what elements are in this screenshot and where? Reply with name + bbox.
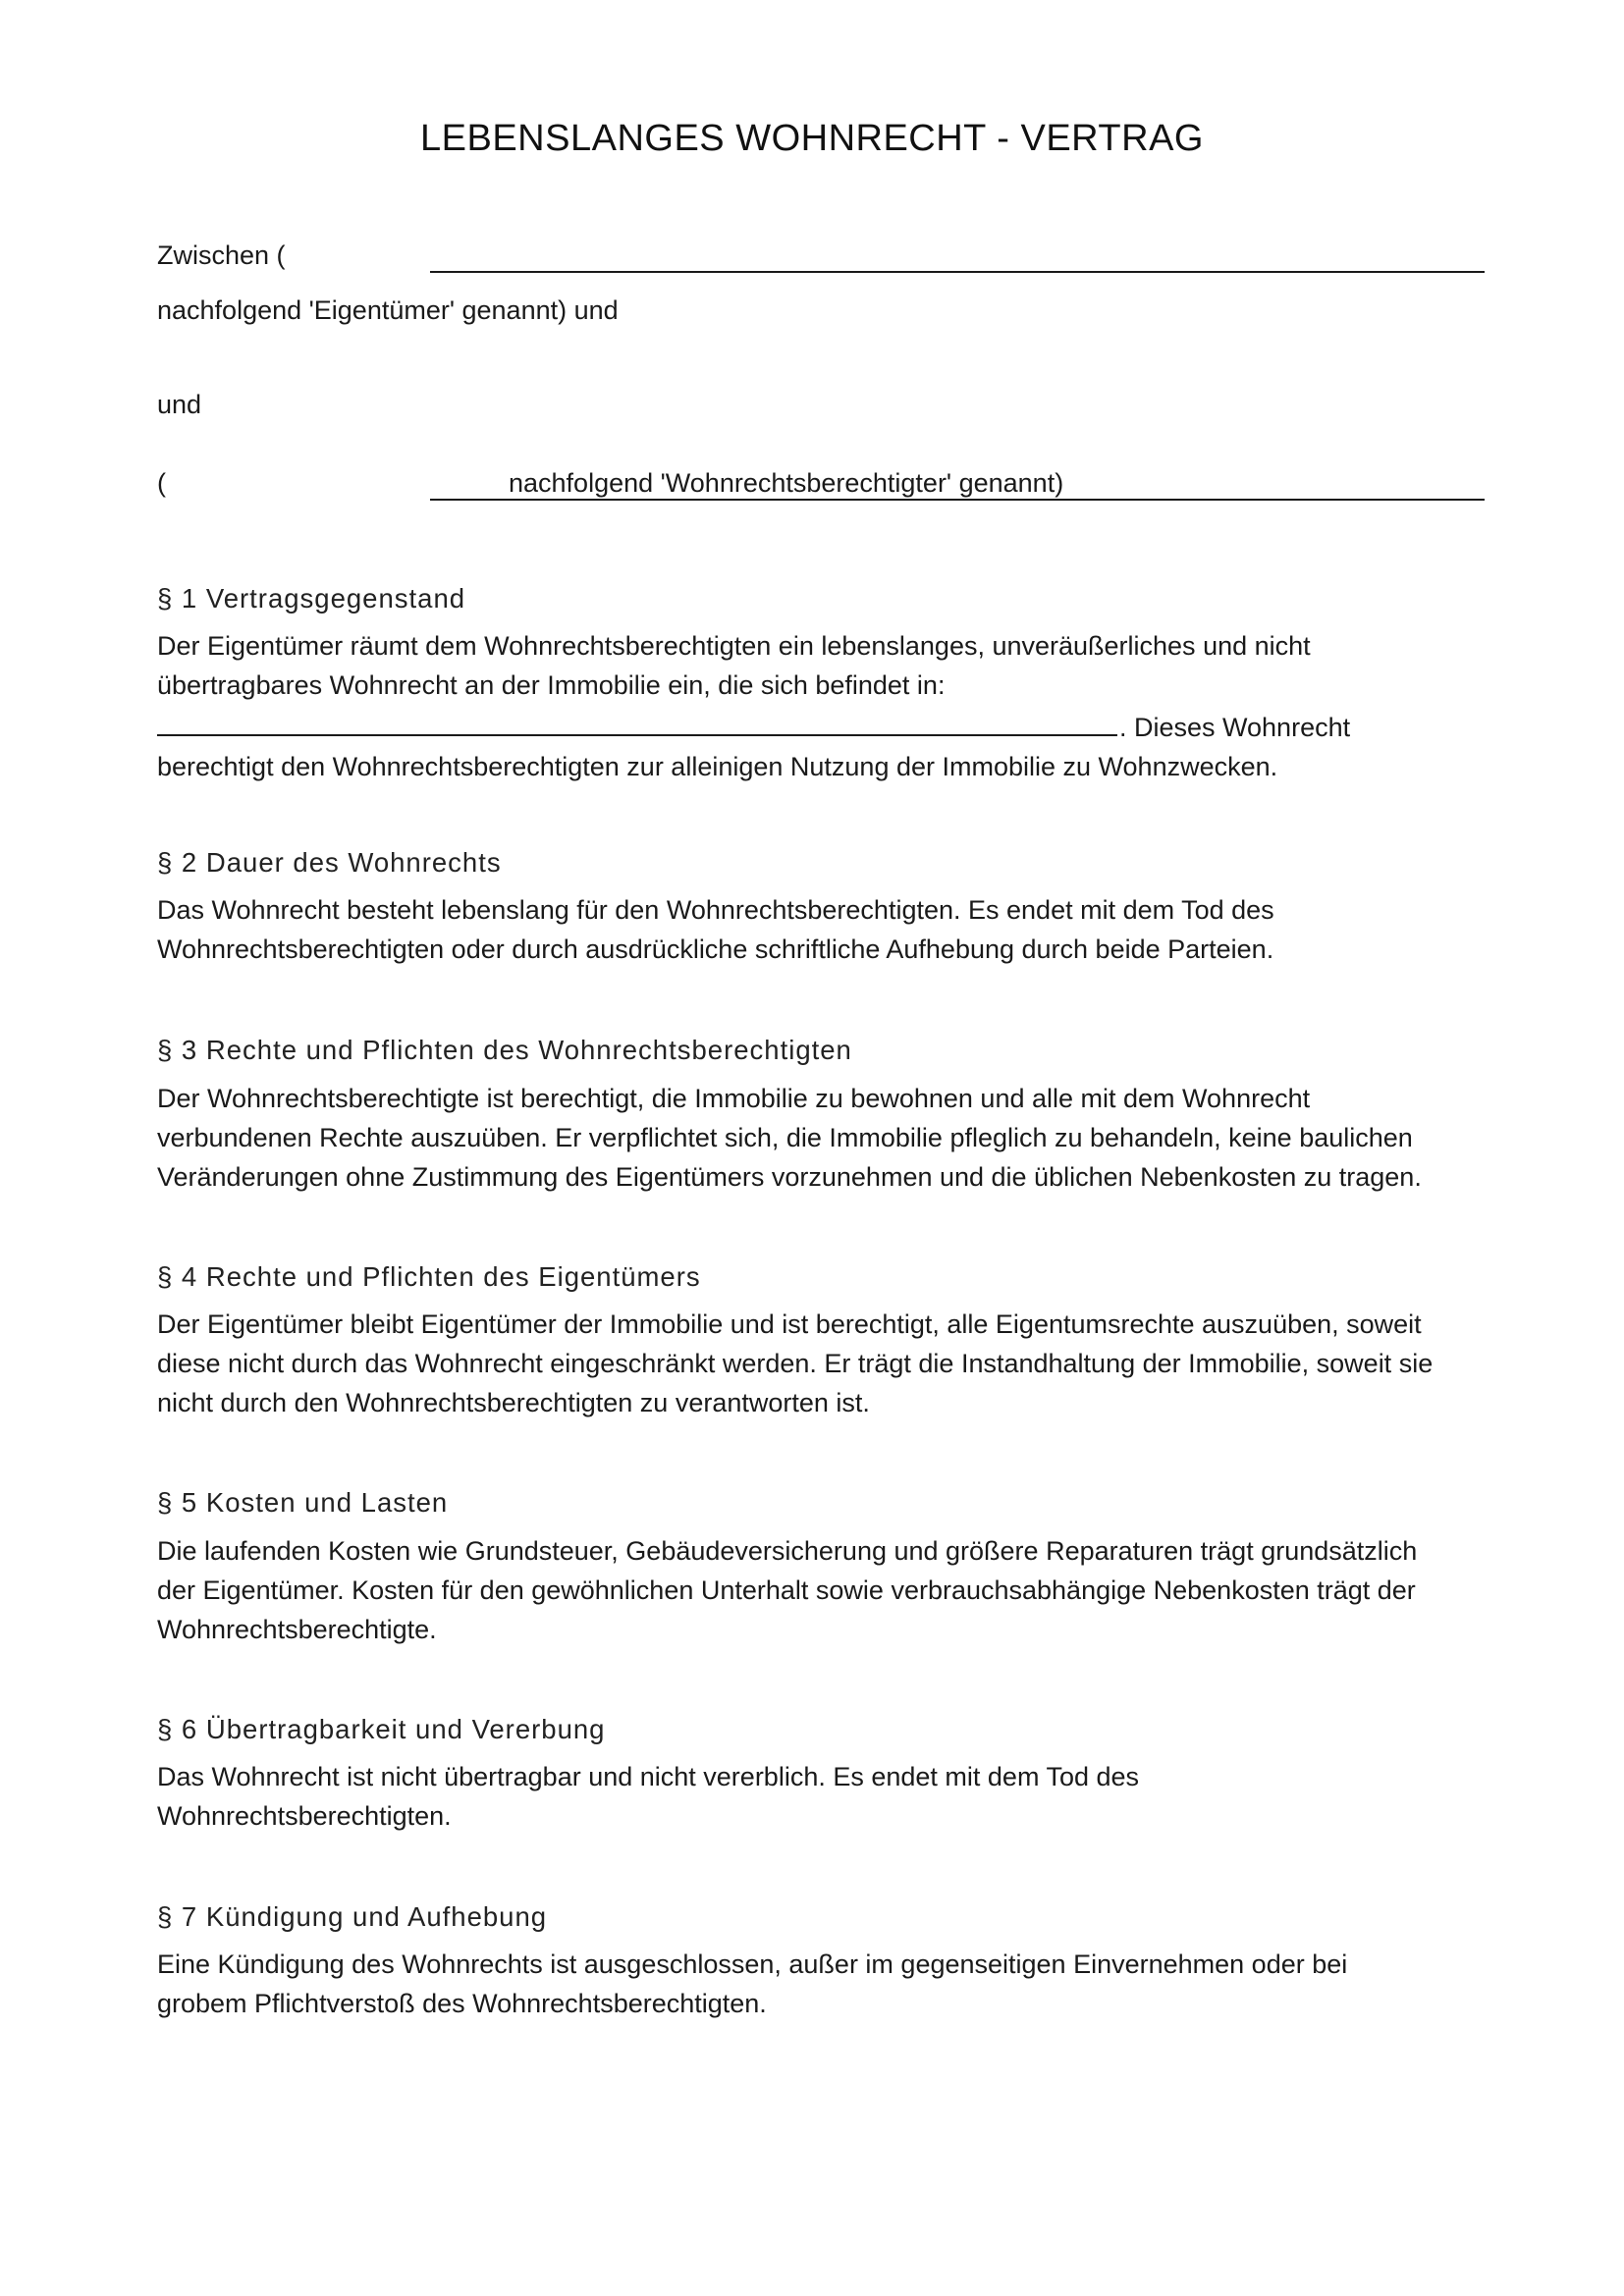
- section-1-body: [157, 626, 1492, 786]
- section-5-line: der Eigentümer. Kosten für den gewöhnlichen Unterhalt sowie verbrauchsabhängige Nebenkosten trägt der: [157, 1575, 1416, 1605]
- section-4-heading: § 4 Rechte und Pflichten des Eigentümers: [157, 1261, 701, 1292]
- section-7-line: grobem Pflichtverstoß des Wohnrechtsberechtigten.: [157, 1989, 767, 2018]
- section-4-line: nicht durch den Wohnrechtsberechtigten zu verantworten ist.: [157, 1388, 870, 1417]
- section-1-line: übertragbares Wohnrecht an der Immobilie ein, die sich befindet in:: [157, 670, 946, 700]
- section-3-line: Veränderungen ohne Zustimmung des Eigentümers vorzunehmen und die üblichen Nebenkosten zu tragen.: [157, 1162, 1422, 1192]
- section-5-body: [157, 1531, 1492, 1649]
- parties-open-paren: (: [157, 468, 166, 498]
- section-5-heading: § 5 Kosten und Lasten: [157, 1487, 449, 1518]
- section-7-heading: § 7 Kündigung und Aufhebung: [157, 1901, 548, 1932]
- section-1-heading: § 1 Vertragsgegenstand: [157, 583, 466, 614]
- section-3-body: [157, 1079, 1492, 1197]
- section-3-heading: § 3 Rechte und Pflichten des Wohnrechtsberechtigten: [157, 1035, 852, 1065]
- parties-beneficiary-designation: nachfolgend 'Wohnrechtsberechtigter' genannt): [509, 468, 1064, 498]
- section-6-line: Wohnrechtsberechtigten.: [157, 1801, 452, 1831]
- section-7-line: Eine Kündigung des Wohnrechts ist ausgeschlossen, außer im gegenseitigen Einvernehmen oder bei: [157, 1949, 1348, 1979]
- section-3-line: verbundenen Rechte auszuüben. Er verpflichtet sich, die Immobilie pfleglich zu behandeln, keine baulichen: [157, 1123, 1413, 1152]
- section-1-address-line: [157, 705, 1492, 747]
- section-2-heading: § 2 Dauer des Wohnrechts: [157, 847, 502, 878]
- section-6-body: [157, 1757, 1492, 1836]
- section-2-line: Wohnrechtsberechtigten oder durch ausdrückliche schriftliche Aufhebung durch beide Parteien.: [157, 934, 1274, 964]
- parties-owner-designation: nachfolgend 'Eigentümer' genannt) und: [157, 295, 619, 325]
- owner-name-field[interactable]: [430, 271, 1485, 273]
- section-1-line: berechtigt den Wohnrechtsberechtigten zur alleinigen Nutzung der Immobilie zu Wohnzwecken.: [157, 752, 1278, 781]
- parties-line-between: Zwischen (: [157, 240, 286, 270]
- document-title: LEBENSLANGES WOHNRECHT - VERTRAG: [420, 118, 1204, 159]
- section-1-line: . Dieses Wohnrecht: [1119, 713, 1351, 742]
- section-6-line: Das Wohnrecht ist nicht übertragbar und nicht vererblich. Es endet mit dem Tod des: [157, 1762, 1140, 1791]
- section-2-body: [157, 890, 1492, 969]
- section-4-line: diese nicht durch das Wohnrecht eingeschränkt werden. Er trägt die Instandhaltung der Immobilie, soweit sie: [157, 1349, 1434, 1378]
- section-6-heading: § 6 Übertragbarkeit und Vererbung: [157, 1714, 606, 1744]
- section-5-line: Die laufenden Kosten wie Grundsteuer, Gebäudeversicherung und größere Reparaturen trägt grundsätzlich: [157, 1536, 1418, 1566]
- section-4-body: [157, 1305, 1492, 1422]
- section-2-line: Das Wohnrecht besteht lebenslang für den Wohnrechtsberechtigten. Es endet mit dem Tod des: [157, 895, 1274, 925]
- section-5-line: Wohnrechtsberechtigte.: [157, 1615, 437, 1644]
- section-4-line: Der Eigentümer bleibt Eigentümer der Immobilie und ist berechtigt, alle Eigentumsrechte auszuüben, soweit: [157, 1309, 1422, 1339]
- section-7-body: [157, 1945, 1492, 2023]
- section-3-line: Der Wohnrechtsberechtigte ist berechtigt, die Immobilie zu bewohnen und alle mit dem Wohnrecht: [157, 1084, 1311, 1113]
- address-blank-field[interactable]: [157, 705, 1117, 736]
- section-1-line: Der Eigentümer räumt dem Wohnrechtsberechtigten ein lebenslanges, unveräußerliches und nicht: [157, 631, 1311, 661]
- parties-and: und: [157, 390, 202, 419]
